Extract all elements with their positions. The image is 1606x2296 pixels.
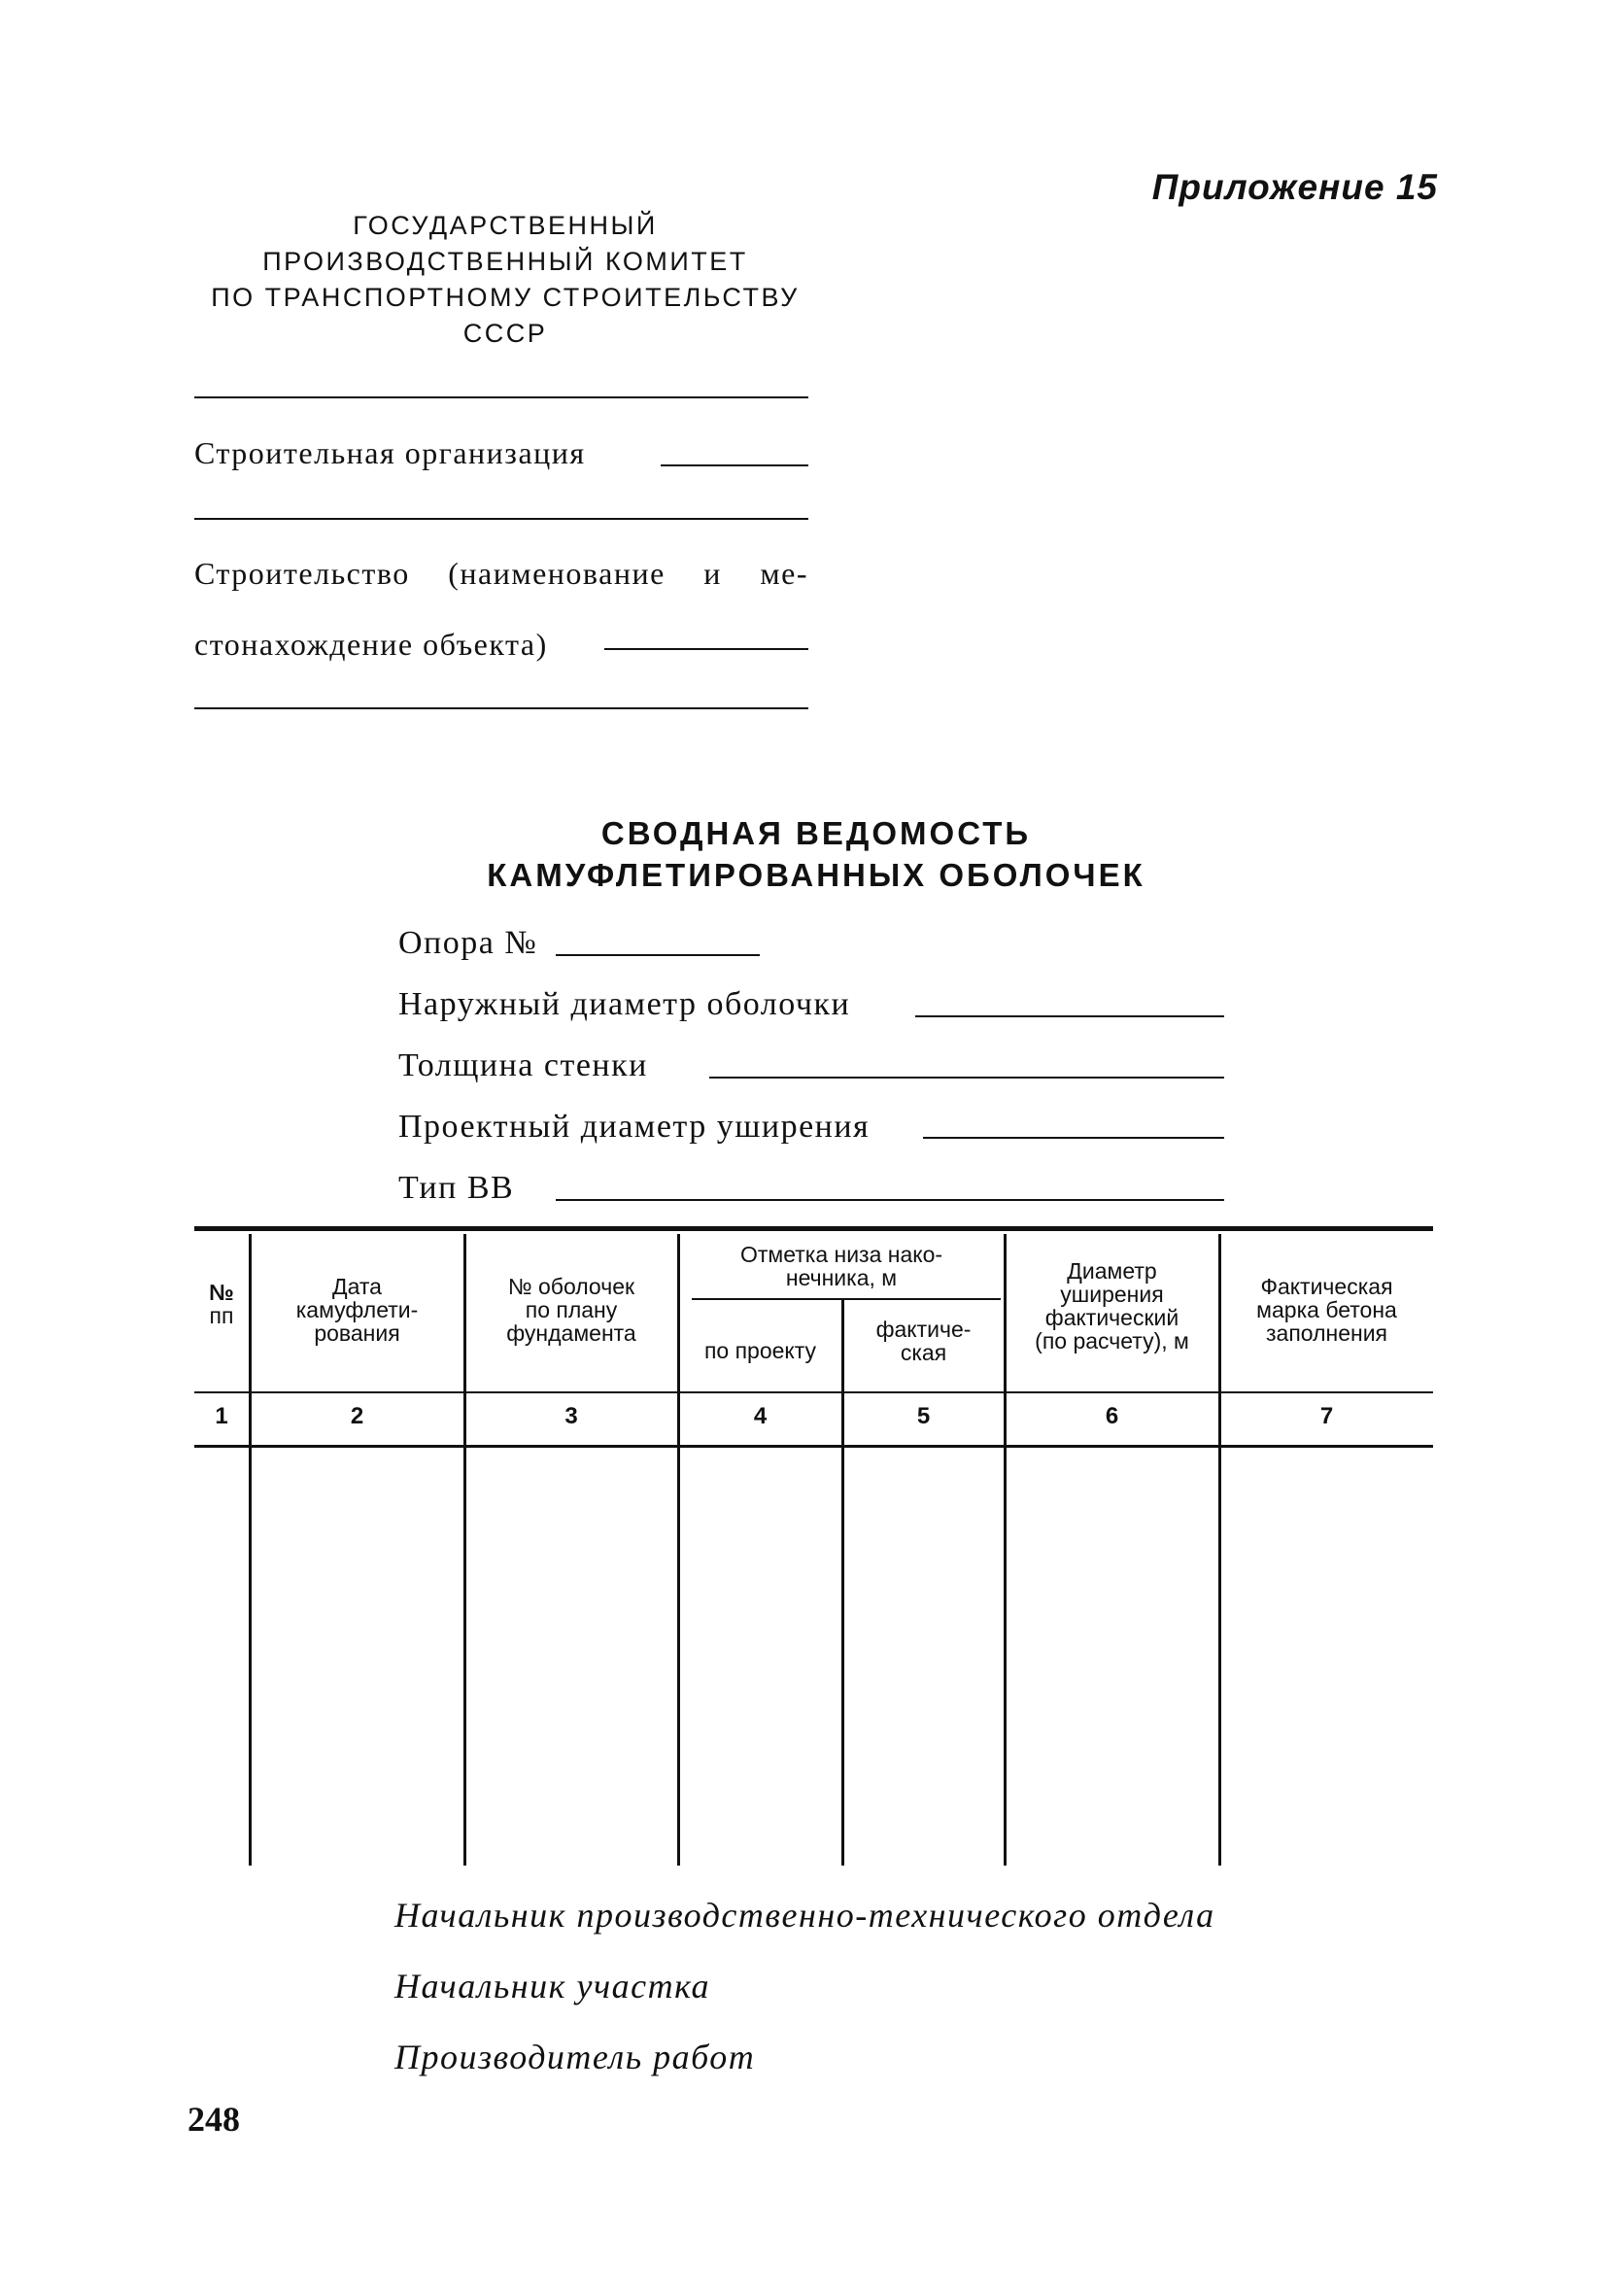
signature-section-head: Начальник участка	[394, 1967, 711, 2005]
design-diameter-label: Проектный диаметр уширения	[398, 1109, 871, 1145]
appendix-label: Приложение 15	[1151, 167, 1438, 207]
column-number: 2	[350, 1403, 364, 1429]
explosive-type-label: Тип ВВ	[398, 1170, 515, 1206]
column-number: 3	[564, 1403, 578, 1429]
table-top-border	[194, 1226, 1433, 1231]
column-number: 4	[753, 1403, 768, 1429]
title-line: СВОДНАЯ ВЕДОМОСТЬ	[600, 815, 1032, 851]
column-number: 1	[215, 1403, 228, 1429]
column-divider	[841, 1300, 844, 1866]
header-col-actual-diameter: Диаметр уширения фактический (по расчету), м	[1035, 1258, 1189, 1354]
header-col-actual: фактиче- ская	[875, 1317, 972, 1365]
header-col-number: № пп	[209, 1280, 234, 1328]
column-numbers-bottom-border	[194, 1445, 1433, 1448]
wall-thickness-blank	[709, 1077, 1224, 1079]
organization-blank	[661, 464, 808, 466]
support-number-blank	[556, 954, 760, 956]
committee-header	[189, 208, 821, 352]
column-number: 5	[916, 1403, 931, 1429]
header-group-tip-elevation: Отметка низа нако- нечника, м	[739, 1242, 943, 1290]
divider-line	[194, 518, 808, 520]
document-title	[291, 812, 1341, 896]
divider-line	[194, 707, 808, 709]
construction-blank	[604, 648, 808, 650]
header-col-by-design: по проекту	[703, 1338, 817, 1363]
signature-pto-head: Начальник производственно-технического отдела	[394, 1896, 1215, 1935]
support-number-label: Опора №	[398, 925, 538, 961]
outer-diameter-blank	[915, 1015, 1224, 1017]
committee-line: ГОСУДАРСТВЕННЫЙ	[353, 211, 658, 240]
header-col-date: Дата камуфлети- рования	[295, 1274, 419, 1346]
header-bottom-border	[194, 1391, 1433, 1393]
group-header-divider	[692, 1298, 1001, 1300]
title-line: КАМУФЛЕТИРОВАННЫХ ОБОЛОЧЕК	[487, 857, 1145, 893]
construction-label-line2: стонахождение объекта)	[194, 627, 548, 662]
wall-thickness-label: Толщина стенки	[398, 1047, 648, 1083]
committee-line: ПРОИЗВОДСТВЕННЫЙ КОМИТЕТ	[262, 247, 748, 276]
design-diameter-blank	[923, 1137, 1224, 1139]
column-number: 7	[1319, 1403, 1334, 1429]
outer-diameter-label: Наружный диаметр оболочки	[398, 986, 851, 1022]
signature-works-manager: Производитель работ	[394, 2038, 756, 2076]
explosive-type-blank	[556, 1199, 1224, 1201]
header-col-concrete-grade: Фактическая марка бетона заполнения	[1256, 1274, 1397, 1346]
page-number: 248	[188, 2100, 240, 2139]
organization-label: Строительная организация	[194, 435, 586, 470]
divider-line	[194, 396, 808, 398]
committee-line: ПО ТРАНСПОРТНОМУ СТРОИТЕЛЬСТВУ	[211, 283, 800, 312]
committee-line: СССР	[462, 319, 548, 348]
header-col-shell-number: № оболочек по плану фундамента	[506, 1274, 636, 1346]
construction-label-line1: Строительство (наименование и ме-	[194, 556, 808, 591]
column-number: 6	[1105, 1403, 1119, 1429]
column-divider	[677, 1234, 680, 1866]
